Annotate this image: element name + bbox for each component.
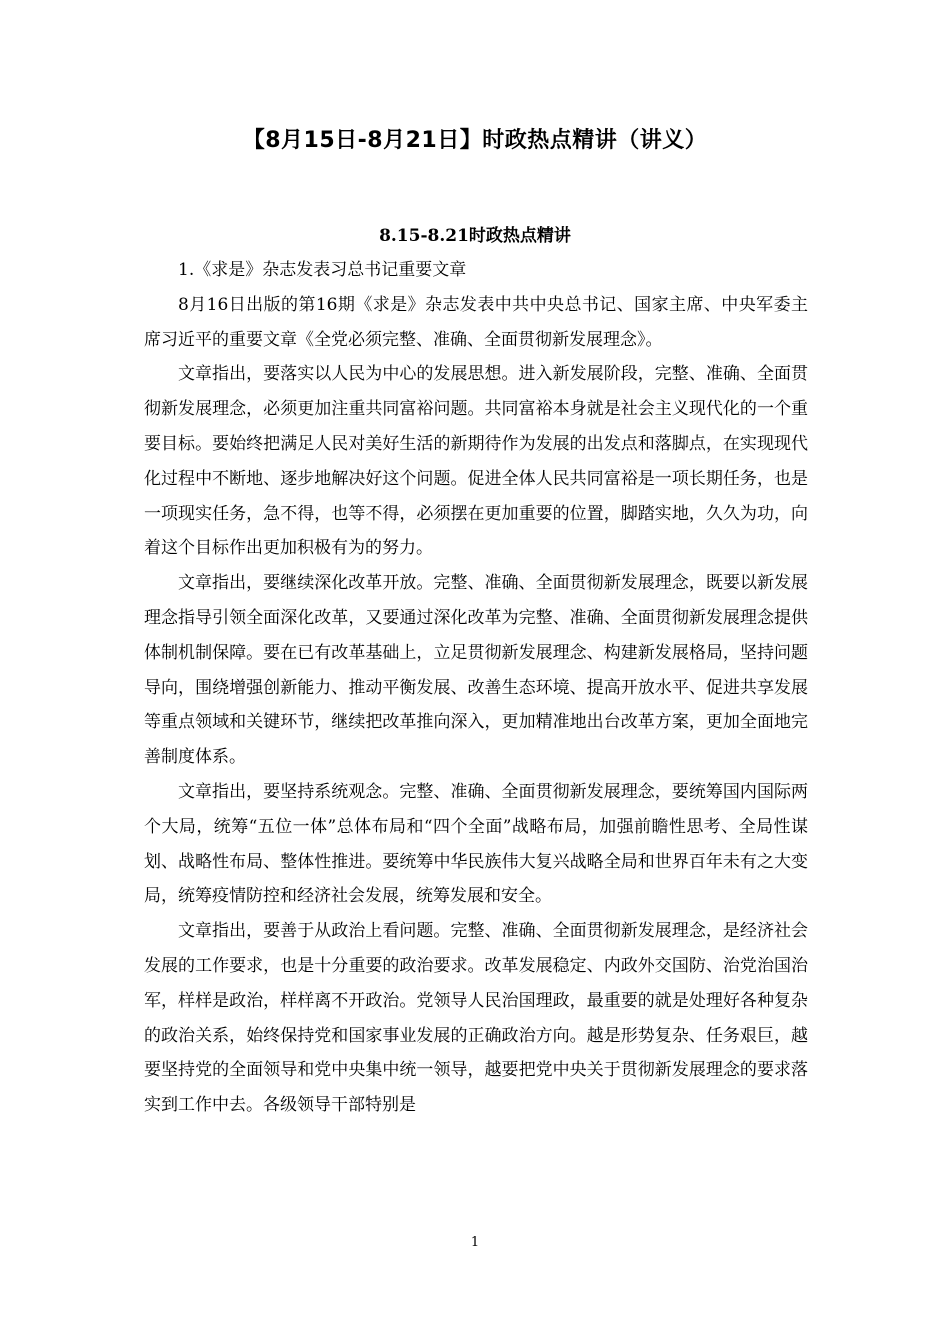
- page-number: 1: [470, 1235, 480, 1250]
- section-heading: 1.《求是》杂志发表习总书记重要文章: [178, 260, 467, 280]
- paragraph: 文章指出，要善于从政治上看问题。完整、准确、全面贯彻新发展理念，是经济社会发展的工作要求，也是十分重要的政治要求。改革发展稳定、内政外交国防、治党治国治军，样样是政治，样样离不开政治。党领导人民治国理政，最重要的就是处理好各种复杂的政治关系，始终保持党和国家事业发展的正确政治方向。越是形势复杂、任务艰巨，越要坚持党的全面领导和党中央集中统一领导，越要把党中央关于贯彻新发展理念的要求落实到工作中去。各级领导干部特别是: [144, 921, 808, 1116]
- paragraph: 8月16日出版的第16期《求是》杂志发表中共中央总书记、国家主席、中央军委主席习近平的重要文章《全党必须完整、准确、全面贯彻新发展理念》。: [144, 294, 808, 350]
- paragraph: 文章指出，要坚持系统观念。完整、准确、全面贯彻新发展理念，要统筹国内国际两个大局，统筹“五位一体”总体布局和“四个全面”战略布局，加强前瞻性思考、全局性谋划、战略性布局、整体性推进。要统筹中华民族伟大复兴战略全局和世界百年未有之大变局，统筹疫情防控和经济社会发展，统筹发展和安全。: [144, 781, 808, 907]
- document-title: 【8月15日-8月21日】时政热点精讲（讲义）: [242, 128, 708, 153]
- paragraph: 文章指出，要继续深化改革开放。完整、准确、全面贯彻新发展理念，既要以新发展理念指导引领全面深化改革，又要通过深化改革为完整、准确、全面贯彻新发展理念提供体制机制保障。要在已有改革基础上，立足贯彻新发展理念、构建新发展格局，坚持问题导向，围绕增强创新能力、推动平衡发展、改善生态环境、提高开放水平、促进共享发展等重点领域和关键环节，继续把改革推向深入，更加精准地出台改革方案，更加全面地完善制度体系。: [144, 573, 808, 768]
- document-subtitle: 8.15-8.21时政热点精讲: [379, 226, 571, 246]
- paragraph: 文章指出，要落实以人民为中心的发展思想。进入新发展阶段，完整、准确、全面贯彻新发展理念，必须更加注重共同富裕问题。共同富裕本身就是社会主义现代化的一个重要目标。要始终把满足人民对美好生活的新期待作为发展的出发点和落脚点，在实现现代化过程中不断地、逐步地解决好这个问题。促进全体人民共同富裕是一项长期任务，也是一项现实任务，急不得，也等不得，必须摆在更加重要的位置，脚踏实地，久久为功，向着这个目标作出更加积极有为的努力。: [144, 364, 808, 559]
- document-body: [144, 253, 808, 1123]
